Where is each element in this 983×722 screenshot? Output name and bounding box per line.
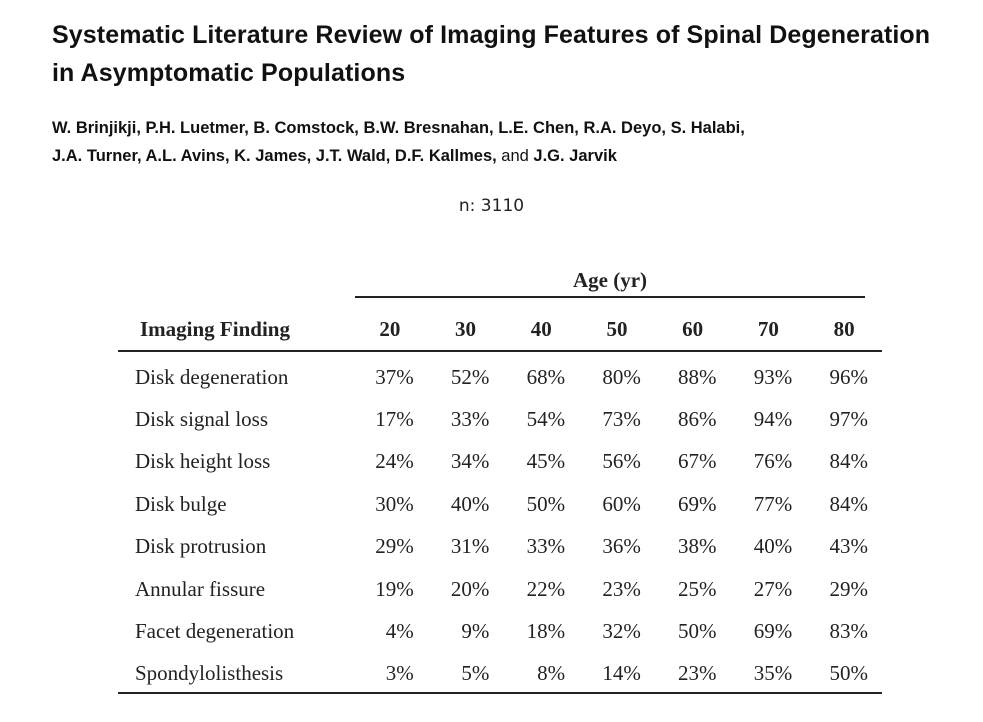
prevalence-cell: 45% xyxy=(526,449,566,474)
prevalence-cell: 23% xyxy=(602,576,641,601)
table-row xyxy=(118,352,882,398)
prevalence-cell: 97% xyxy=(829,407,868,432)
prevalence-cell: 52% xyxy=(450,364,490,389)
prevalence-cell: 27% xyxy=(753,576,793,601)
prevalence-cell: 50% xyxy=(678,619,717,644)
prevalence-cell: 18% xyxy=(526,619,566,644)
finding-label: Annular fissure xyxy=(135,576,266,601)
prevalence-cell: 43% xyxy=(829,534,868,559)
prevalence-cell: 33% xyxy=(526,534,566,559)
prevalence-cell: 40% xyxy=(753,534,793,559)
imaging-findings-table xyxy=(118,306,882,695)
prevalence-cell: 19% xyxy=(375,576,414,601)
prevalence-cell: 34% xyxy=(450,449,490,474)
prevalence-cell: 40% xyxy=(450,491,490,516)
table-row xyxy=(118,526,882,568)
prevalence-cell: 17% xyxy=(375,407,414,432)
prevalence-cell: 54% xyxy=(526,407,566,432)
author-last: J.G. Jarvik xyxy=(533,147,617,165)
table-row xyxy=(118,398,882,440)
prevalence-cell: 86% xyxy=(678,407,717,432)
finding-label: Disk degeneration xyxy=(135,364,289,389)
prevalence-cell: 73% xyxy=(602,407,641,432)
finding-label: Disk protrusion xyxy=(135,534,267,559)
prevalence-cell: 35% xyxy=(753,661,793,686)
table-row xyxy=(118,441,882,483)
prevalence-cell: 96% xyxy=(829,364,868,389)
age-header-rule xyxy=(355,296,865,298)
prevalence-cell: 31% xyxy=(450,534,490,559)
table-row xyxy=(118,610,882,652)
prevalence-cell: 29% xyxy=(375,534,414,559)
column-header-age: 50 xyxy=(606,316,628,341)
prevalence-cell: 69% xyxy=(678,491,717,516)
header-rule xyxy=(118,350,882,352)
author-conjunction: and xyxy=(496,147,534,165)
prevalence-cell: 37% xyxy=(375,364,414,389)
column-header-age: 30 xyxy=(455,316,477,341)
paper-title: Systematic Literature Review of Imaging Features of Spinal Degeneration in Asymptomatic Populations xyxy=(52,21,931,87)
table-bottom-rule xyxy=(118,692,882,694)
table-row xyxy=(118,568,882,610)
prevalence-cell: 30% xyxy=(375,491,414,516)
finding-label: Disk bulge xyxy=(135,491,227,516)
prevalence-cell: 5% xyxy=(461,661,490,686)
prevalence-cell: 29% xyxy=(829,576,868,601)
prevalence-cell: 68% xyxy=(526,364,566,389)
prevalence-cell: 24% xyxy=(375,449,414,474)
prevalence-cell: 50% xyxy=(526,491,566,516)
finding-label: Disk signal loss xyxy=(135,407,269,432)
finding-label: Disk height loss xyxy=(135,449,271,474)
author-list xyxy=(52,114,972,170)
prevalence-cell: 33% xyxy=(450,407,490,432)
prevalence-cell: 50% xyxy=(829,661,868,686)
prevalence-cell: 22% xyxy=(526,576,566,601)
prevalence-cell: 4% xyxy=(385,619,414,644)
prevalence-cell: 14% xyxy=(602,661,641,686)
prevalence-cell: 3% xyxy=(385,661,414,686)
table-header-row xyxy=(118,306,882,352)
prevalence-cell: 23% xyxy=(678,661,717,686)
prevalence-cell: 8% xyxy=(537,661,566,686)
author-line-1: W. Brinjikji, P.H. Luetmer, B. Comstock, B.W. Bresnahan, L.E. Chen, R.A. Deyo, S. Halabi, xyxy=(52,119,745,137)
column-header-age: 20 xyxy=(379,316,401,341)
finding-label: Spondylolisthesis xyxy=(135,661,284,686)
column-header-age: 70 xyxy=(757,316,779,341)
prevalence-cell: 36% xyxy=(602,534,641,559)
prevalence-cell: 80% xyxy=(602,364,641,389)
prevalence-cell: 32% xyxy=(602,619,641,644)
prevalence-cell: 67% xyxy=(678,449,717,474)
prevalence-cell: 38% xyxy=(678,534,717,559)
author-line-2: J.A. Turner, A.L. Avins, K. James, J.T. Wald, D.F. Kallmes, xyxy=(52,147,497,165)
prevalence-cell: 94% xyxy=(753,407,793,432)
finding-label: Facet degeneration xyxy=(135,619,295,644)
prevalence-cell: 20% xyxy=(450,576,490,601)
column-header-finding: Imaging Finding xyxy=(140,316,290,341)
prevalence-cell: 83% xyxy=(829,619,868,644)
column-header-age: 60 xyxy=(682,316,704,341)
column-header-age: 80 xyxy=(833,316,855,341)
prevalence-cell: 84% xyxy=(829,449,868,474)
prevalence-cell: 9% xyxy=(461,619,490,644)
table-row xyxy=(118,483,882,525)
table-row xyxy=(118,653,882,695)
column-header-age: 40 xyxy=(530,316,552,341)
prevalence-cell: 77% xyxy=(753,491,793,516)
age-group-header: Age (yr) xyxy=(572,268,648,292)
prevalence-cell: 60% xyxy=(602,491,641,516)
prevalence-cell: 88% xyxy=(678,364,717,389)
prevalence-cell: 69% xyxy=(753,619,793,644)
prevalence-cell: 76% xyxy=(753,449,793,474)
prevalence-cell: 25% xyxy=(678,576,717,601)
prevalence-cell: 84% xyxy=(829,491,868,516)
prevalence-cell: 93% xyxy=(753,364,793,389)
sample-size: n: 3110 xyxy=(458,196,525,216)
prevalence-cell: 56% xyxy=(602,449,641,474)
